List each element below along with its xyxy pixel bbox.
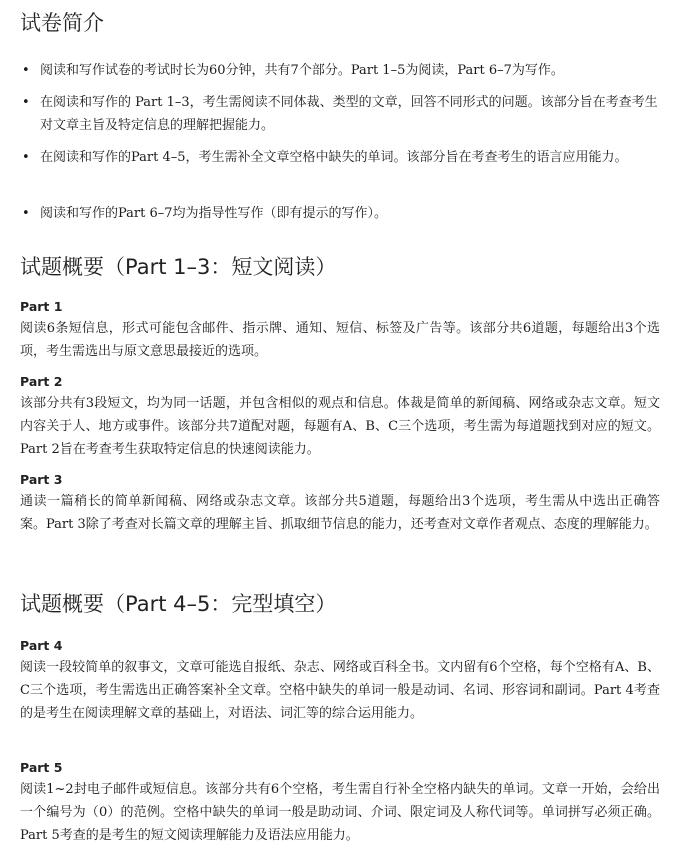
bullet-item — [22, 59, 662, 82]
bullet-dot-icon: • — [22, 206, 30, 221]
bullet-text: 在阅读和写作的Part 4–5，考生需补全文章空格中缺失的单词。该部分旨在考查考生的语言应用能力。 — [40, 150, 628, 165]
bullet-text: 阅读和写作的Part 6–7均为指导性写作（即有提示的写作）。 — [40, 206, 388, 221]
section2-title: 试题概要（Part 4–5：完型填空） — [20, 592, 337, 616]
bullet-dot-icon: • — [22, 150, 30, 165]
bullet-item — [22, 202, 662, 225]
bullet-dot-icon: • — [22, 63, 30, 78]
bullet-item — [22, 91, 662, 137]
part4-text: 阅读一段较简单的叙事文，文章可能选自报纸、杂志、网络或百科全书。文内留有6个空格，每个空格有A、B、C三个选项，考生需选出正确答案补全文章。空格中缺失的单词一般是动词、名词、形容词和副词。Part 4考查的是考生在阅读理解文章的基础上，对语法、词汇等的综合运用能力。 — [20, 660, 660, 721]
part2-label: Part 2 — [20, 374, 63, 389]
part3-text: 通读一篇稍长的简单新闻稿、网络或杂志文章。该部分共5道题，每题给出3个选项，考生需从中选出正确答案。Part 3除了考查对长篇文章的理解主旨、抓取细节信息的能力，还考查对文章作者观点、态度的理解能力。 — [20, 494, 660, 532]
bullet-text: 在阅读和写作的 Part 1–3，考生需阅读不同体裁、类型的文章，回答不同形式的问题。该部分旨在考查考生对文章主旨及特定信息的理解把握能力。 — [40, 95, 658, 133]
part1-label: Part 1 — [20, 299, 63, 314]
part3-label: Part 3 — [20, 472, 63, 487]
part5-label: Part 5 — [20, 760, 63, 775]
part4-label: Part 4 — [20, 638, 63, 653]
intro-title: 试卷简介 — [20, 11, 104, 35]
part1-text: 阅读6条短信息，形式可能包含邮件、指示牌、通知、短信、标签及广告等。该部分共6道题，每题给出3个选项，考生需选出与原文意思最接近的选项。 — [20, 321, 660, 359]
part2-text: 该部分共有3段短文，均为同一话题，并包含相似的观点和信息。体裁是简单的新闻稿、网络或杂志文章。短文内容关于人、地方或事件。该部分共7道配对题，每题有A、B、C三个选项，考生需为每道题找到对应的短文。Part 2旨在考查考生获取特定信息的快速阅读能力。 — [20, 396, 660, 457]
section1-title: 试题概要（Part 1–3：短文阅读） — [20, 255, 337, 279]
bullet-dot-icon: • — [22, 95, 30, 110]
part5-text: 阅读1~2封电子邮件或短信息。该部分共有6个空格，考生需自行补全空格内缺失的单词。文章一开始，会给出一个编号为（0）的范例。空格中缺失的单词一般是助动词、介词、限定词及人称代词等。单词拼写必须正确。Part 5考查的是考生的短文阅读理解能力及语法应用能力。 — [20, 782, 660, 843]
bullet-text: 阅读和写作试卷的考试时长为60分钟，共有7个部分。Part 1–5为阅读，Part 6–7为写作。 — [40, 63, 564, 78]
bullet-item — [22, 146, 662, 169]
